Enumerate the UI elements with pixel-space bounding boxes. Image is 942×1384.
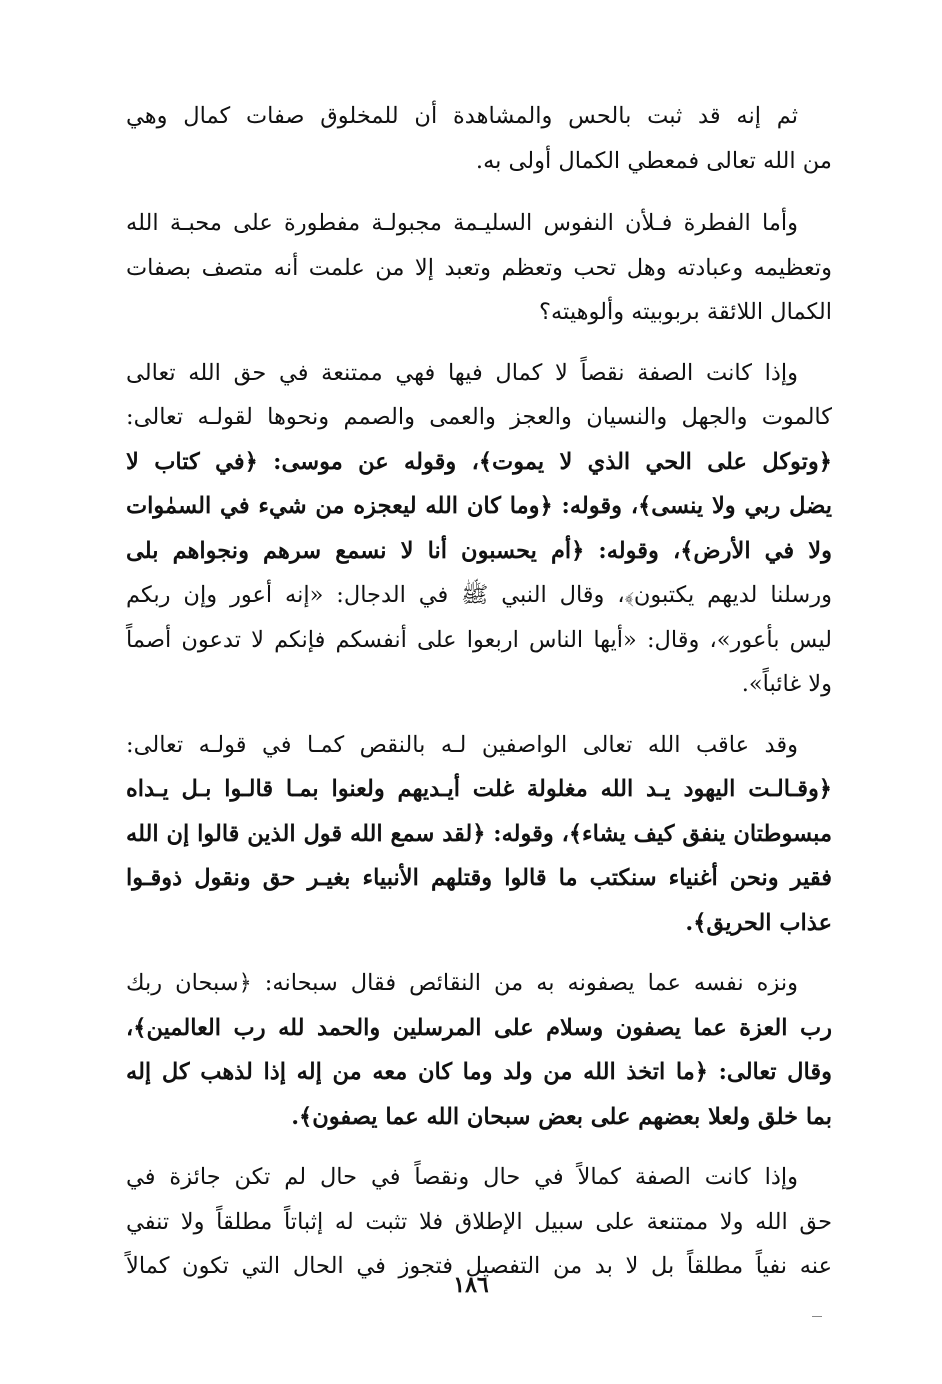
text-line: وتعظيمه وعبادته وهل تحب وتعظم وتعبد إلا من علمت أنه متصف بصفات	[126, 254, 832, 281]
hadith-line: ليس بأعور»، وقال: «أيها الناس اربعوا على أنفسكم فإنكم لا تدعون أصماً	[126, 626, 832, 653]
quran-verse-line: رب العزة عما يصفون وسلام على المرسلين والحمد لله رب العالمين﴾،	[126, 1014, 832, 1041]
text-line: ثم إنه قد ثبت بالحس والمشاهدة أن للمخلوق صفات كمال وهي	[126, 103, 798, 129]
text-line: عنه نفياً مطلقاً بل لا بد من التفصيل فتجوز في الحال التي تكون كمالاً	[126, 1253, 832, 1279]
paragraph-1	[126, 94, 832, 183]
paragraph-2	[126, 201, 832, 335]
quran-verse-line: يضل ربي ولا ينسى﴾، وقوله: ﴿وما كان الله ليعجزه من شيء في السمٰوات	[126, 493, 832, 519]
quran-verse-line: فقير ونحن أغنياء سنكتب ما قالوا وقتلهم الأنبياء بغيـر حق ونقول ذوقـوا	[126, 865, 832, 891]
text-line: وأما الفطرة فـلأن النفوس السليـمة مجبولـة مفطورة على محبـة الله	[126, 210, 798, 236]
quran-verse-line: ولا في الأرض﴾، وقوله: ﴿أم يحسبون أنا لا نسمع سرهم ونجواهم بلى	[126, 537, 832, 564]
paragraph-4	[126, 723, 832, 946]
text-line: ونزه نفسه عما يصفونه به من النقائص فقال سبحانه: ﴿سبحان ربك	[126, 970, 798, 996]
text-line: وإذا كانت الصفة نقصاً لا كمال فيها فهي ممتنعة في حق الله تعالى	[126, 359, 798, 386]
text-line: كالموت والجهل والنسيان والعجز والعمى والصمم ونحوها لقولـه تعالى:	[126, 404, 832, 430]
quran-verse-line: بما خلق ولعلا بعضهم على بعض سبحان الله عما يصفون﴾.	[291, 1103, 832, 1130]
scan-artifact	[812, 1316, 822, 1317]
quran-verse-line: ﴿وتوكل على الحي الذي لا يموت﴾، وقوله عن موسى: ﴿في كتاب لا	[126, 448, 832, 475]
text-line: الكمال اللائقة بربوبيته وألوهيته؟	[539, 299, 832, 325]
text-line: حق الله ولا ممتنعة على سبيل الإطلاق فلا تثبت له إثباتاً مطلقاً ولا تنفي	[126, 1208, 832, 1235]
text-line: وقد عاقب الله تعالى الواصفين لـه بالنقص كمـا في قولـه تعالى:	[126, 731, 798, 758]
quran-verse-line: عذاب الحريق﴾.	[685, 909, 832, 936]
paragraph-6	[126, 1155, 832, 1289]
quran-verse-line: مبسوطتان ينفق كيف يشاء﴾، وقوله: ﴿لقد سمع الله قول الذين قالوا إن الله	[126, 820, 832, 847]
paragraph-3	[126, 351, 832, 707]
page-number: ١٨٦	[453, 1272, 489, 1298]
page-body	[126, 94, 832, 1305]
quran-verse-line: ﴿وقـالـت اليهود يـد الله مغلولة غلت أيـديهم ولعنوا بمـا قالـوا بـل يـداه	[126, 776, 832, 802]
quran-verse-line: وقال تعالى: ﴿ما اتخذ الله من ولد وما كان معه من إله إذا لذهب كل إله	[126, 1059, 832, 1085]
hadith-line: ولا غائباً».	[741, 671, 832, 697]
text-line: من الله تعالى فمعطي الكمال أولى به.	[475, 147, 832, 174]
hadith-line: ورسلنا لديهم يكتبون﴾، وقال النبي ﷺ في الدجال: «إنه أعور وإن ربكم	[126, 582, 832, 608]
text-line: وإذا كانت الصفة كمالاً في حال ونقصاً في حال لم تكن جائزة في	[126, 1164, 798, 1190]
paragraph-5	[126, 961, 832, 1139]
